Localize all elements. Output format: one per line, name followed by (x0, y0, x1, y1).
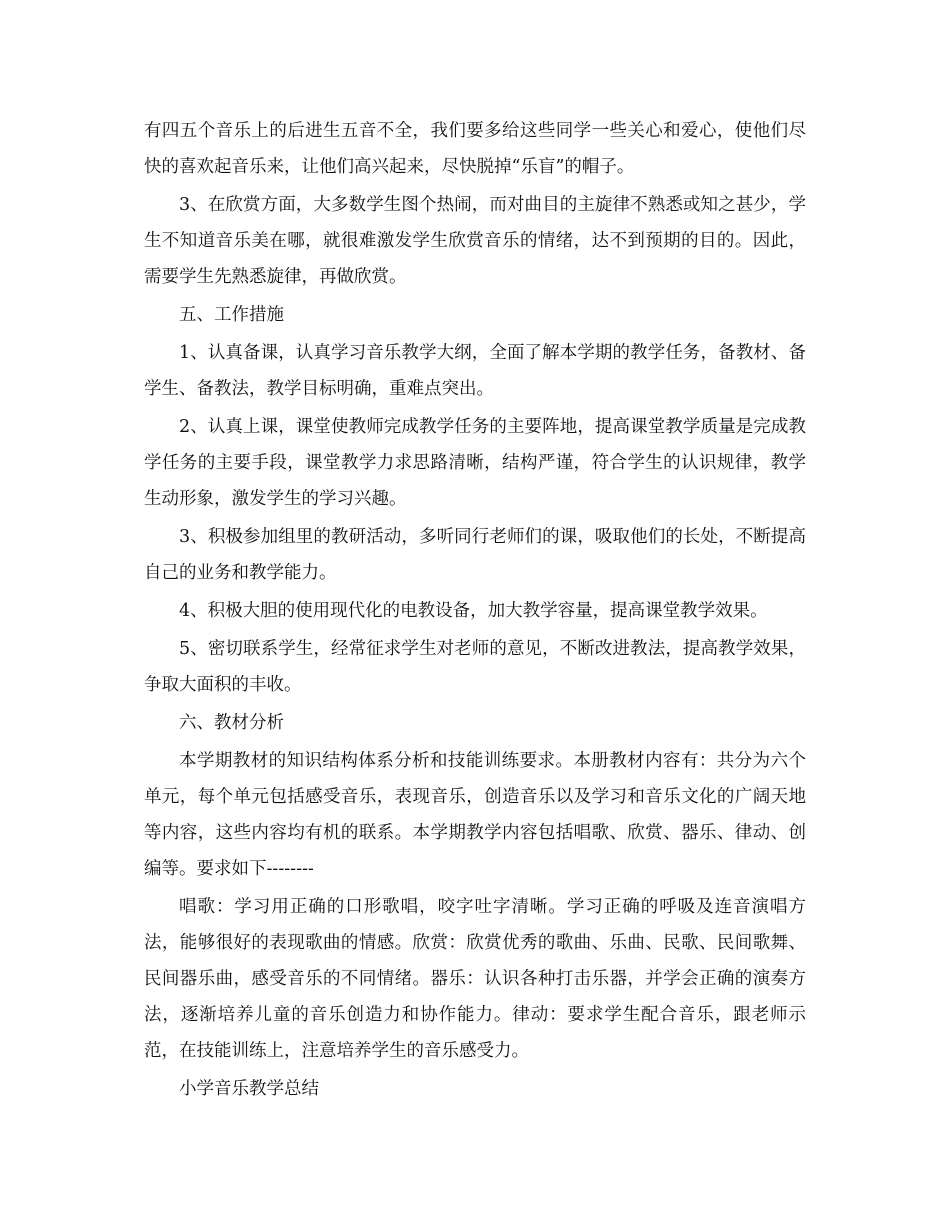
paragraph-measure-2: 2、认真上课，课堂使教师完成教学任务的主要阵地，提高课堂教学质量是完成教学任务的主要手段，课堂教学力求思路清晰，结构严谨，符合学生的认识规律，教学生动形象，激发学生的学习兴趣。 (144, 417, 806, 509)
paragraph-continuation: 有四五个音乐上的后进生五音不全，我们要多给这些同学一些关心和爱心，使他们尽快的喜欢起音乐来，让他们高兴起来，尽快脱掉“乐盲”的帽子。 (144, 121, 806, 177)
section-heading-work-measures: 五、工作措施 (179, 305, 284, 325)
paragraph-summary-title: 小学音乐教学总结 (179, 1079, 319, 1099)
paragraph-requirements: 唱歌：学习用正确的口形歌唱，咬字吐字清晰。学习正确的呼吸及连音演唱方法，能够很好的表现歌曲的情感。欣赏：欣赏优秀的歌曲、乐曲、民歌、民间歌舞、民间器乐曲，感受音乐的不同情绪。器乐：认识各种打击乐器，并学会正确的演奏方法，逐渐培养儿童的音乐创造力和协作能力。律动：要求学生配合音乐，跟老师示范，在技能训练上，注意培养学生的音乐感受力。 (144, 897, 806, 1061)
paragraph-appreciation-issue: 3、在欣赏方面，大多数学生图个热闹，而对曲目的主旋律不熟悉或知之甚少，学生不知道音乐美在哪，就很难激发学生欣赏音乐的情绪，达不到预期的目的。因此，需要学生先熟悉旋律，再做欣赏。 (144, 195, 806, 287)
paragraph-measure-3: 3、积极参加组里的教研活动，多听同行老师们的课，吸取他们的长处，不断提高自己的业务和教学能力。 (144, 527, 806, 583)
paragraph-measure-5: 5、密切联系学生，经常征求学生对老师的意见，不断改进教法，提高教学效果，争取大面积的丰收。 (144, 639, 806, 695)
document-page (144, 113, 806, 1107)
paragraph-measure-1: 1、认真备课，认真学习音乐教学大纲，全面了解本学期的教学任务，备教材、备学生、备教法，教学目标明确，重难点突出。 (144, 343, 806, 399)
paragraph-textbook-structure: 本学期教材的知识结构体系分析和技能训练要求。本册教材内容有：共分为六个单元，每个单元包括感受音乐，表现音乐，创造音乐以及学习和音乐文化的广阔天地等内容，这些内容均有机的联系。本学期教学内容包括唱歌、欣赏、器乐、律动、创编等。要求如下-------- (144, 751, 806, 879)
section-heading-textbook-analysis: 六、教材分析 (179, 713, 284, 733)
paragraph-measure-4: 4、积极大胆的使用现代化的电教设备，加大教学容量，提高课堂教学效果。 (179, 601, 768, 621)
